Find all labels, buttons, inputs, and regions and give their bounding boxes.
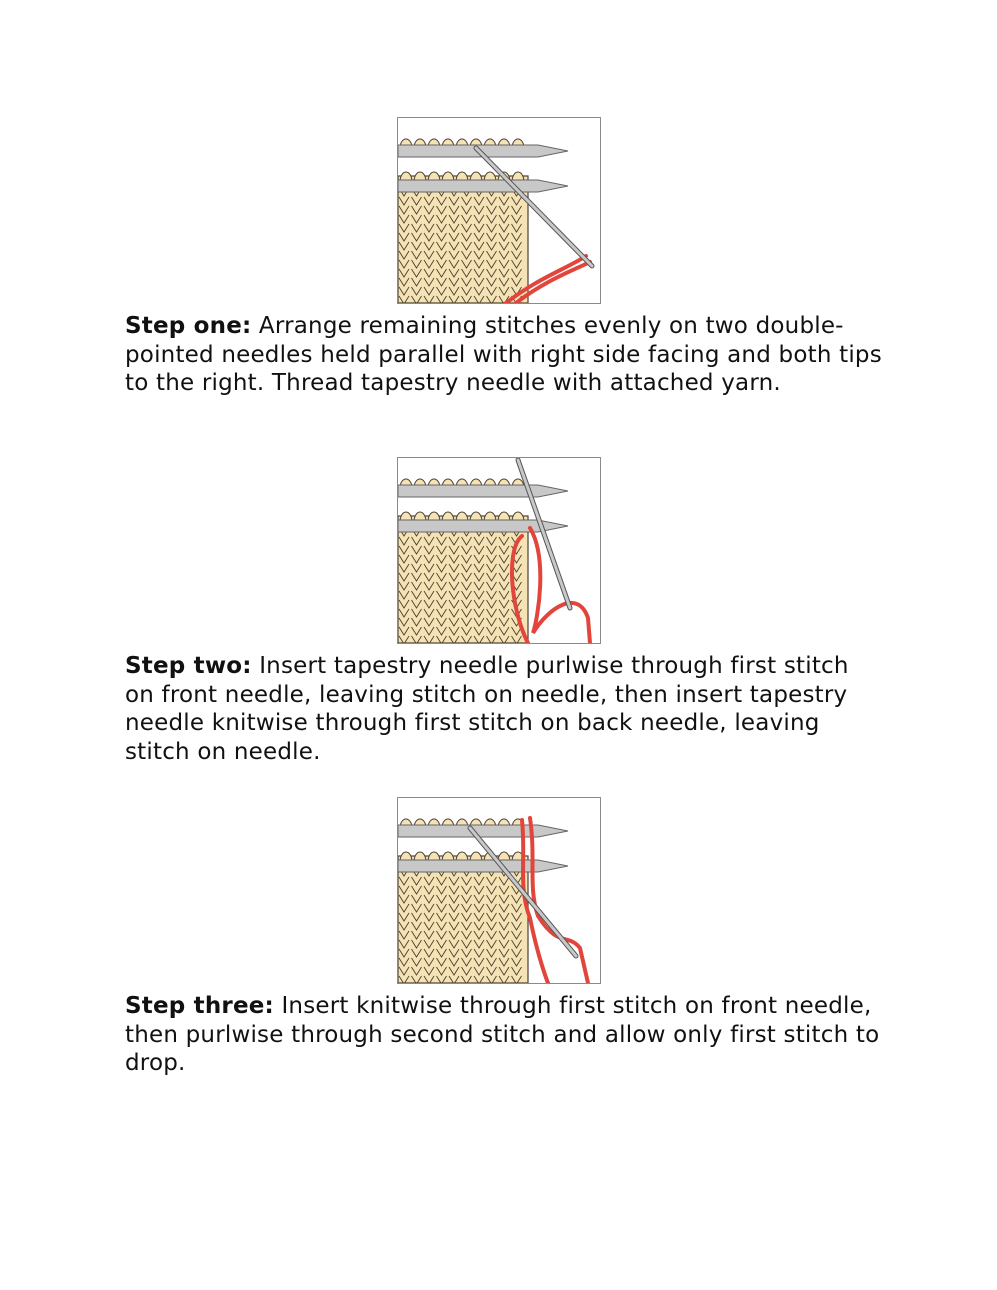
front-needle — [398, 860, 568, 872]
step-three-text: Insert knitwise through first stitch on front needle, then purlwise through second stitch and allow only first stitch to drop. — [125, 993, 880, 1076]
back-needle — [398, 825, 568, 837]
front-needle — [398, 180, 568, 192]
step-two-illustration — [397, 457, 601, 644]
step-one-illustration — [397, 117, 601, 304]
step-one-text: Arrange remaining stitches evenly on two double-pointed needles held parallel with right side facing and both tips to the right. Thread tapestry needle with attached yarn. — [125, 313, 882, 396]
back-needle — [398, 485, 568, 497]
step-two-label: Step two: — [125, 653, 252, 679]
step-one-caption — [125, 312, 885, 398]
step-three-label: Step three: — [125, 993, 274, 1019]
step-three-caption — [125, 992, 885, 1078]
step-two-caption — [125, 652, 885, 766]
step-three-illustration — [397, 797, 601, 984]
step-two-text: Insert tapestry needle purlwise through first stitch on front needle, leaving stitch on needle, then insert tapestry needle knitwise through first stitch on back needle, leaving stitch on needle. — [125, 653, 849, 765]
step-one-label: Step one: — [125, 313, 252, 339]
